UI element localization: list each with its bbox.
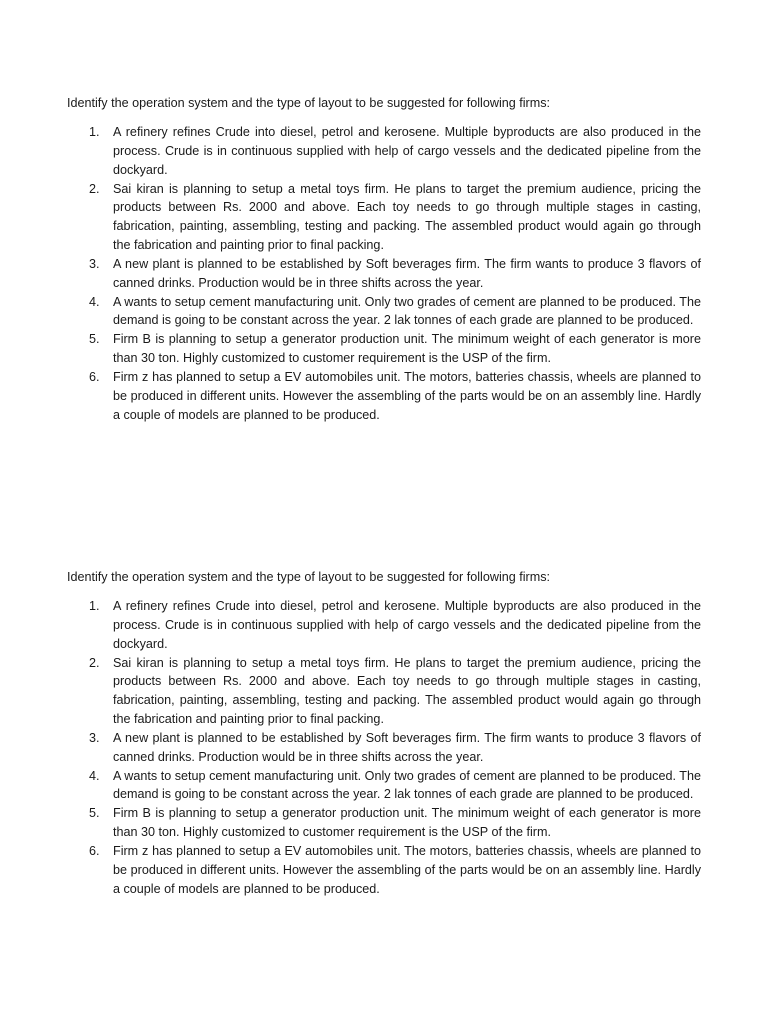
item-text: Firm B is planning to setup a generator production unit. The minimum weight of each generator is more than 30 ton. Highly customized to customer requirement is the USP of the firm. xyxy=(113,332,701,366)
list-item xyxy=(67,180,701,255)
item-text: Sai kiran is planning to setup a metal toys firm. He plans to target the premium audience, pricing the products between Rs. 2000 and above. Each toy needs to go through multiple stages in casting, fabrication, painting, assembling, testing and packing. The assembled product would again go through the fabrication and painting prior to final packing. xyxy=(113,181,701,253)
item-text: A wants to setup cement manufacturing unit. Only two grades of cement are planned to be produced. The demand is going to be constant across the year. 2 lak tonnes of each grade are planned to be produced. xyxy=(113,294,701,328)
list-item xyxy=(67,293,701,331)
item-text: A new plant is planned to be established by Soft beverages firm. The firm wants to produce 3 flavors of canned drinks. Production would be in three shifts across the year. xyxy=(113,730,701,764)
list-item xyxy=(67,767,701,805)
item-text: A new plant is planned to be established by Soft beverages firm. The firm wants to produce 3 flavors of canned drinks. Production would be in three shifts across the year. xyxy=(113,256,701,290)
item-number: 1. xyxy=(89,125,100,139)
item-text: A refinery refines Crude into diesel, petrol and kerosene. Multiple byproducts are also produced in the process. Crude is in continuous supplied with help of cargo vessels and the dedicated pipeline from the dockyard. xyxy=(113,599,701,651)
list-item xyxy=(67,729,701,767)
item-number: 1. xyxy=(89,599,100,613)
item-number: 3. xyxy=(89,256,100,271)
question-section-1 xyxy=(67,94,701,425)
question-section-2 xyxy=(67,568,701,899)
question-list xyxy=(67,597,701,899)
list-item xyxy=(67,804,701,842)
item-text: Firm z has planned to setup a EV automobiles unit. The motors, batteries chassis, wheels are planned to be produced in different units. However the assembling of the parts would be on an assembly line. Hardly a couple of models are planned to be produced. xyxy=(113,843,701,896)
item-number: 2. xyxy=(89,655,100,670)
item-number: 4. xyxy=(89,294,100,309)
item-number: 4. xyxy=(89,768,100,783)
item-number: 2. xyxy=(89,181,100,196)
section-heading: Identify the operation system and the type of layout to be suggested for following firms: xyxy=(67,570,551,584)
item-number: 6. xyxy=(89,843,100,858)
item-number: 3. xyxy=(89,730,100,745)
list-item xyxy=(67,330,701,368)
item-text: A wants to setup cement manufacturing unit. Only two grades of cement are planned to be produced. The demand is going to be constant across the year. 2 lak tonnes of each grade are planned to be produced. xyxy=(113,768,701,802)
item-text: Firm B is planning to setup a generator production unit. The minimum weight of each generator is more than 30 ton. Highly customized to customer requirement is the USP of the firm. xyxy=(113,806,701,840)
list-item xyxy=(67,597,701,654)
list-item xyxy=(67,654,701,729)
question-list xyxy=(67,123,701,425)
list-item xyxy=(67,255,701,293)
item-text: Sai kiran is planning to setup a metal toys firm. He plans to target the premium audience, pricing the products between Rs. 2000 and above. Each toy needs to go through multiple stages in casting, fabrication, painting, assembling, testing and packing. The assembled product would again go through the fabrication and painting prior to final packing. xyxy=(113,655,701,727)
item-number: 6. xyxy=(89,369,100,384)
item-text: A refinery refines Crude into diesel, petrol and kerosene. Multiple byproducts are also produced in the process. Crude is in continuous supplied with help of cargo vessels and the dedicated pipeline from the dockyard. xyxy=(113,125,701,177)
list-item xyxy=(67,368,701,425)
item-text: Firm z has planned to setup a EV automobiles unit. The motors, batteries chassis, wheels are planned to be produced in different units. However the assembling of the parts would be on an assembly line. Hardly a couple of models are planned to be produced. xyxy=(113,369,701,422)
list-item xyxy=(67,842,701,899)
section-heading: Identify the operation system and the type of layout to be suggested for following firms: xyxy=(67,96,551,110)
item-number: 5. xyxy=(89,806,100,821)
list-item xyxy=(67,123,701,180)
item-number: 5. xyxy=(89,332,100,347)
